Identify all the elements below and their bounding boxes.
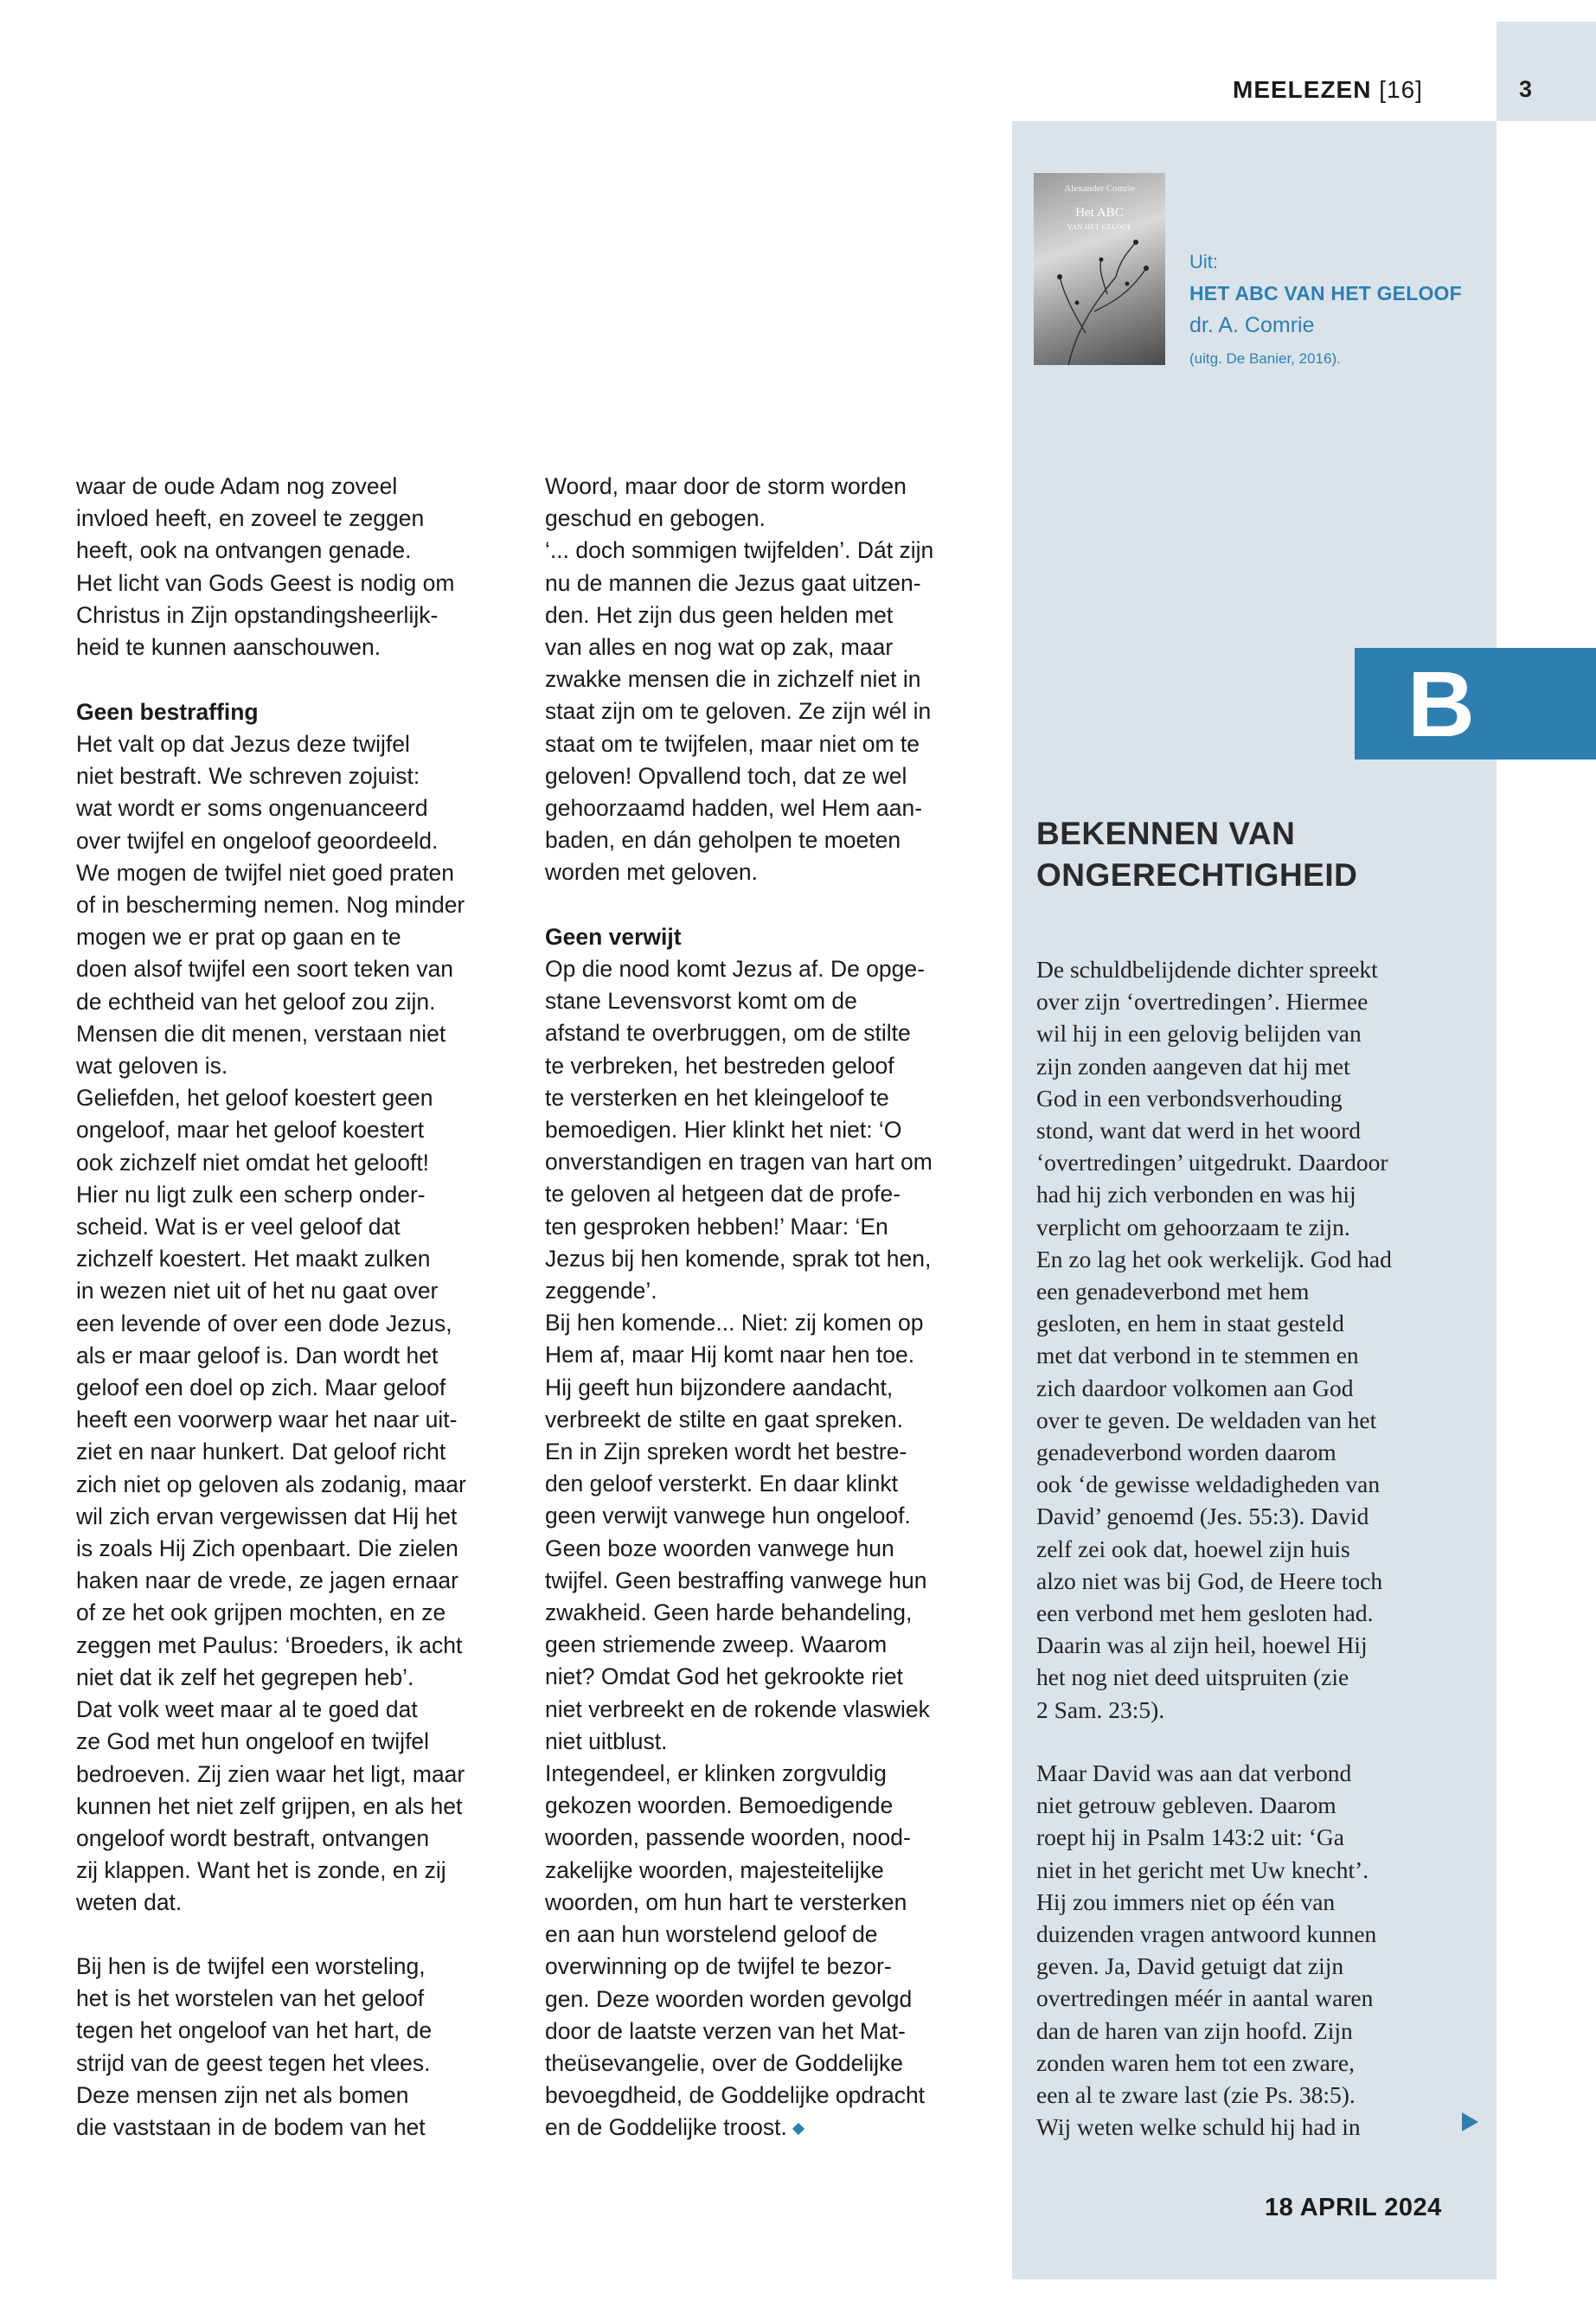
continue-arrow-icon (1462, 2112, 1478, 2131)
branch-illustration (1034, 173, 1165, 365)
column2-paragraph-2-text: Op die nood komt Jezus af. De opge- stane Levensvorst komt om de afstand te overbruggen, om de stilte te verbreken, het bestreden geloof te versterken en het kleingeloof te bemoedigen. Hier klinkt het niet: ‘O onverstandigen en tragen van hart om te geloven al hetgeen dat de profe- ten gesproken hebben!’ Maar: ‘En Jezus bij hen komende, sprak tot hen, zeggende’. Bij hen komende... Niet: zij komen op Hem af, maar Hij komt naar hen toe. Hij geeft hun bijzondere aandacht, verbreekt de stilte en gaat spreken. En in Zijn spreken wordt het bestre- den geloof versterkt. En daar klinkt geen verwijt vanwege hun ongeloof. Geen boze woorden vanwege hun twijfel. Geen bestraffing vanwege hun zwakheid. Geen harde behandeling, geen striemende zweep. Waarom niet? Omdat God het gekrookte riet niet verbreekt en de rokende vlaswiek niet uitblust. Integendeel, er klinken zorgvuldig gekozen woorden. Bemoedigende woorden, passende woorden, nood- zakelijke woorden, majesteitelijke woorden, om hun hart te versterken en aan hun worstelend geloof de overwinning op de twijfel te bezor- gen. Deze woorden worden gevolgd door de laatste verzen van het Mat- theüsevangelie, over de Goddelijke bevoegdheid, de Goddelijke opdracht en de Goddelijke troost. (545, 956, 933, 2141)
source-author: dr. A. Comrie (1189, 313, 1315, 337)
sidebar-paragraph-2: Maar David was aan dat verbond niet getrouw gebleven. Daarom roept hij in Psalm 143:2 uit: ‘Ga niet in het gericht met Uw knecht’. Hij zou immers niet op één van duizenden vragen antwoord kunnen geven. Ja, David getuigt dat zijn overtredingen méér in aantal waren dan de haren van zijn hoofd. Zijn zonden waren hem tot een zware, een al te zware last (zie Ps. 38:5). Wij weten welke schuld hij had in (1036, 1759, 1377, 2141)
sidebar-heading: BEKENNEN VAN ONGERECHTIGHEID (1036, 816, 1358, 893)
column2-paragraph-1: Woord, maar door de storm worden geschud en gebogen. ‘... doch sommigen twijfelden’. Dát zijn nu de mannen die Jezus gaat uitzen- den. Het zijn dus geen helden met van alles en nog wat op zak, maar zwakke mensen die in zichzelf niet in staat zijn om te geloven. Ze zijn wél in staat om te twijfelen, maar niet om te geloven! Opvallend toch, dat ze wel gehoorzaamd hadden, wel Hem aan- baden, en dán geholpen te moeten worden met geloven. (545, 473, 934, 886)
column1-paragraph-1: waar de oude Adam nog zoveel invloed heeft, en zoveel te zeggen heeft, ook na ontvangen genade. Het licht van Gods Geest is nodig om Christus in Zijn opstandingsheerlijk- heid te kunnen aanschouwen. (76, 473, 455, 661)
book-cover-title: Het ABC (1075, 206, 1124, 220)
source-title: HET ABC VAN HET GELOOF (1189, 282, 1462, 304)
section-title: MEELEZEN (1233, 76, 1372, 103)
page-tab (1497, 22, 1596, 121)
page-number: 3 (1519, 76, 1533, 102)
source-prefix: Uit: (1189, 251, 1218, 272)
book-cover-author: Alexander Comrie (1064, 183, 1135, 194)
section-label (1233, 76, 1423, 104)
source-publisher: (uitg. De Banier, 2016). (1189, 350, 1341, 367)
column1-paragraph-2: Het valt op dat Jezus deze twijfel niet bestraft. We schreven zojuist: wat wordt er soms ongenuanceerd over twijfel en ongeloof geoordeeld. We mogen de twijfel niet goed praten of in bescherming nemen. Nog minder mogen we er prat op gaan en te doen alsof twijfel een soort teken van de echtheid van het geloof zou zijn. Mensen die dit menen, verstaan niet wat geloven is. Geliefden, het geloof koestert geen ongeloof, maar het geloof koestert ook zichzelf niet omdat het gelooft! Hier nu ligt zulk een scherp onder- scheid. Wat is er veel geloof dat zichzelf koestert. Het maakt zulken in wezen niet uit of het nu gaat over een levende of over een dode Jezus, als er maar geloof is. Dan wordt het geloof een doel op zich. Maar geloof heeft een voorwerp waar het naar uit- ziet en naar hunkert. Dat geloof richt zich niet op geloven als zodanig, maar wil zich ervan vergewissen dat Hij het is zoals Hij Zich openbaart. Die zielen haken naar de vrede, ze jagen ernaar of ze het ook grijpen mochten, en ze zeggen met Paulus: ‘Broeders, ik acht niet dat ik zelf het gegrepen heb’. Dat volk weet maar al te goed dat ze God met hun ongeloof en twijfel bedroeven. Zij zien waar het ligt, maar kunnen het niet zelf grijpen, en als het ongeloof wordt bestraft, ontvangen zij klappen. Want het is zonde, en zij weten dat. (76, 731, 466, 1916)
column1-subheading: Geen bestraffing (76, 699, 259, 725)
column2-subheading: Geen verwijt (545, 924, 682, 950)
book-cover-image (1034, 173, 1165, 365)
issue-number: [16] (1379, 76, 1423, 103)
column2-paragraph-2 (545, 953, 995, 2144)
letter-badge-letter: B (1407, 651, 1475, 756)
end-mark-icon (792, 2123, 804, 2135)
book-cover-subtitle: VAN HET GELOOF (1067, 223, 1132, 231)
sidebar-paragraph-1: De schuldbelijdende dichter spreekt over zijn ‘overtredingen’. Hiermee wil hij in een gelovig belijden van zijn zonden aangeven dat hij met God in een verbondsverhouding stond, want dat werd in het woord ‘overtredingen’ uitgedrukt. Daardoor had hij zich verbonden en was hij verplicht om gehoorzaam te zijn. En zo lag het ook werkelijk. God had een genadeverbond met hem gesloten, en hem in staat gesteld met dat verbond in te stemmen en zich daardoor volkomen aan God over te geven. De weldaden van het genadeverbond worden daarom ook ‘de gewisse weldadigheden van David’ genoemd (Jes. 55:3). David zelf zei ook dat, hoewel zijn huis alzo niet was bij God, de Heere toch een verbond met hem gesloten had. Daarin was al zijn heil, hoewel Hij het nog niet deed uitspruiten (zie 2 Sam. 23:5). (1036, 956, 1392, 1723)
column1-paragraph-3: Bij hen is de twijfel een worsteling, het is het worstelen van het geloof tegen het ongeloof van het hart, de strijd van de geest tegen het vlees. Deze mensen zijn net als bomen die vaststaan in de bodem van het (76, 1953, 433, 2141)
issue-date: 18 APRIL 2024 (1265, 2194, 1442, 2221)
